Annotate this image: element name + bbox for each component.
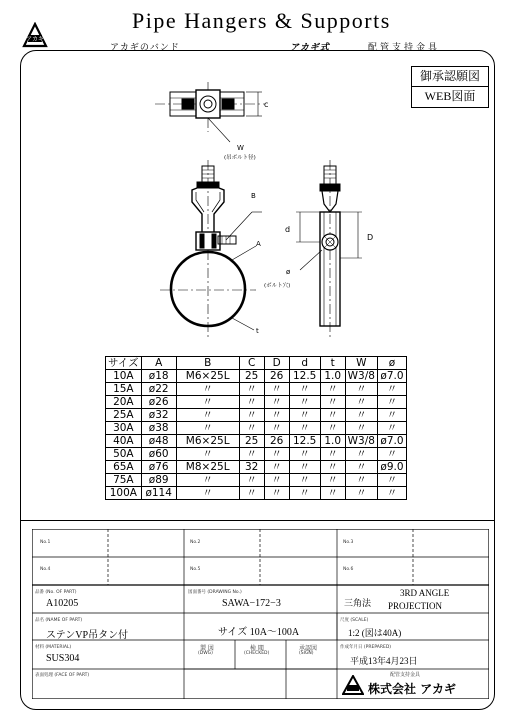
page-title: Pipe Hangers & Supports <box>132 8 391 33</box>
subtitle-left: アカギのバンド <box>110 43 180 53</box>
table-cell: 〃 <box>264 448 289 461</box>
table-cell: 〃 <box>239 409 264 422</box>
subtitle-right: 配管支持金具 <box>368 43 441 53</box>
table-cell: 〃 <box>377 487 406 500</box>
table-cell: ø89 <box>141 474 176 487</box>
spec-header-cell: サイズ <box>106 357 142 370</box>
table-cell: 20A <box>106 396 142 409</box>
checked-en: (CHECKED) <box>244 651 270 656</box>
table-cell: 〃 <box>239 422 264 435</box>
subtitle-brand: アカギ式 <box>290 43 330 53</box>
table-cell: 〃 <box>176 422 239 435</box>
table-cell: 〃 <box>264 422 289 435</box>
no4-label: No.4 <box>40 567 51 572</box>
table-cell: ø9.0 <box>377 461 406 474</box>
drawing-no-label: 図面番号 (DRAWING No.) <box>188 590 242 595</box>
table-cell: 〃 <box>345 383 377 396</box>
spec-table-body <box>106 370 407 500</box>
table-cell: 50A <box>106 448 142 461</box>
table-cell: 〃 <box>345 487 377 500</box>
table-cell: 〃 <box>377 396 406 409</box>
spec-header-cell: ø <box>377 357 406 370</box>
table-cell: 1.0 <box>320 370 345 383</box>
sign-en: (SIGN) <box>299 651 314 656</box>
checked-label: 検 閲 <box>250 645 264 652</box>
table-cell: W3/8 <box>345 435 377 448</box>
table-row <box>106 409 407 422</box>
finish-label: 表面処理 (FACE OF PART) <box>35 673 90 678</box>
no2-label: No.2 <box>190 540 201 545</box>
label-c: c <box>264 100 269 109</box>
title-block-lines <box>32 529 489 699</box>
spec-header-cell: B <box>176 357 239 370</box>
top-view <box>155 82 265 142</box>
table-row <box>106 396 407 409</box>
table-cell: 〃 <box>320 474 345 487</box>
table-cell: 25 <box>239 370 264 383</box>
table-cell: 〃 <box>320 461 345 474</box>
table-row <box>106 435 407 448</box>
table-cell: ø48 <box>141 435 176 448</box>
table-cell: ø76 <box>141 461 176 474</box>
table-cell: 〃 <box>264 409 289 422</box>
table-cell: 〃 <box>345 396 377 409</box>
material-label: 材料 (MATERIAL) <box>35 645 72 650</box>
table-cell: 〃 <box>320 409 345 422</box>
table-cell: 〃 <box>345 422 377 435</box>
projection-jp: 三角法 <box>344 598 372 608</box>
table-cell: 〃 <box>176 448 239 461</box>
table-cell: 10A <box>106 370 142 383</box>
table-cell: ø114 <box>141 487 176 500</box>
section-divider <box>20 520 495 521</box>
part-name-label: 品名 (NAME OF PART) <box>35 618 83 623</box>
table-cell: 〃 <box>320 448 345 461</box>
table-cell: 1.0 <box>320 435 345 448</box>
no1-label: No.1 <box>40 540 51 545</box>
table-cell: 〃 <box>320 396 345 409</box>
table-row <box>106 422 407 435</box>
table-cell: 65A <box>106 461 142 474</box>
spec-header-cell: d <box>289 357 320 370</box>
table-cell: 〃 <box>264 461 289 474</box>
label-d-upper: D <box>367 233 374 242</box>
table-row <box>106 448 407 461</box>
table-cell: 25 <box>239 435 264 448</box>
table-cell: 〃 <box>320 487 345 500</box>
table-cell: 〃 <box>239 448 264 461</box>
table-cell: 〃 <box>239 383 264 396</box>
table-cell: M6×25L <box>176 370 239 383</box>
spec-header-cell: D <box>264 357 289 370</box>
table-row <box>106 383 407 396</box>
dwg-en: (DWG) <box>198 651 213 656</box>
stamp-line-1: 御承認願図 <box>419 69 480 83</box>
spec-header-cell: A <box>141 357 176 370</box>
table-cell: ø7.0 <box>377 435 406 448</box>
label-b: B <box>251 192 256 200</box>
table-cell: ø26 <box>141 396 176 409</box>
table-cell: 〃 <box>377 383 406 396</box>
sign-label: 承認図 <box>299 645 318 652</box>
front-view <box>160 160 262 340</box>
part-no-label: 品番 (No. OF PART) <box>35 590 77 595</box>
company-small: 配管支持金具 <box>390 672 421 678</box>
label-phi: ø <box>286 268 291 276</box>
table-row <box>106 487 407 500</box>
date-value: 平成13年4月23日 <box>350 656 418 666</box>
label-w: W <box>237 144 244 152</box>
stamp-line-2: WEB図面 <box>412 86 488 106</box>
table-cell: ø60 <box>141 448 176 461</box>
no6-label: No.6 <box>343 567 354 572</box>
table-cell: 〃 <box>345 448 377 461</box>
drawing-no-value: SAWA−172−3 <box>222 598 281 609</box>
date-label: 作成年月日 (PREPARED) <box>340 645 392 650</box>
spec-header-cell: C <box>239 357 264 370</box>
company-logo-icon <box>342 675 364 695</box>
table-cell: 〃 <box>239 487 264 500</box>
table-cell: 〃 <box>289 448 320 461</box>
table-cell: 〃 <box>176 474 239 487</box>
label-t: t <box>256 327 259 335</box>
no3-label: No.3 <box>343 540 354 545</box>
table-cell: 〃 <box>289 474 320 487</box>
table-cell: W3/8 <box>345 370 377 383</box>
table-cell: 〃 <box>176 383 239 396</box>
table-cell: 〃 <box>289 422 320 435</box>
no5-label: No.5 <box>190 567 201 572</box>
table-cell: 〃 <box>289 383 320 396</box>
table-cell: 〃 <box>289 461 320 474</box>
table-cell: 〃 <box>345 409 377 422</box>
table-cell: 〃 <box>320 422 345 435</box>
table-cell: 26 <box>264 435 289 448</box>
table-cell: 〃 <box>239 474 264 487</box>
table-cell: 〃 <box>264 487 289 500</box>
table-cell: 30A <box>106 422 142 435</box>
spec-table <box>105 356 407 500</box>
table-cell: 〃 <box>377 409 406 422</box>
label-bolt-w: (吊ボルト径) <box>224 155 256 161</box>
part-name-value: ステンVP吊タン付 <box>46 630 129 641</box>
side-view <box>296 160 362 340</box>
table-cell: 〃 <box>176 487 239 500</box>
table-cell: 75A <box>106 474 142 487</box>
table-cell: 32 <box>239 461 264 474</box>
table-cell: 〃 <box>289 487 320 500</box>
table-cell: 25A <box>106 409 142 422</box>
table-row <box>106 370 407 383</box>
table-cell: 〃 <box>320 383 345 396</box>
dwg-label: 製 図 <box>200 645 214 652</box>
company-name: 株式会社 アカギ <box>368 682 457 696</box>
table-cell: 〃 <box>377 474 406 487</box>
table-cell: 100A <box>106 487 142 500</box>
table-cell: 〃 <box>377 448 406 461</box>
part-no-value: A10205 <box>46 598 79 609</box>
table-cell: M8×25L <box>176 461 239 474</box>
svg-text:アカギ: アカギ <box>26 36 44 43</box>
table-cell: ø18 <box>141 370 176 383</box>
table-cell: 26 <box>264 370 289 383</box>
table-cell: ø32 <box>141 409 176 422</box>
projection-en-2: PROJECTION <box>388 601 443 611</box>
table-cell: ø22 <box>141 383 176 396</box>
label-a: A <box>256 240 261 248</box>
table-cell: 〃 <box>264 474 289 487</box>
table-cell: 15A <box>106 383 142 396</box>
label-bolt-phi: (ボルト穴) <box>264 283 291 289</box>
table-cell: 40A <box>106 435 142 448</box>
table-cell: 〃 <box>264 396 289 409</box>
table-cell: 12.5 <box>289 370 320 383</box>
table-row <box>106 461 407 474</box>
material-value: SUS304 <box>46 653 80 664</box>
table-cell: ø38 <box>141 422 176 435</box>
table-cell: 〃 <box>176 409 239 422</box>
table-cell: 12.5 <box>289 435 320 448</box>
table-cell: 〃 <box>264 383 289 396</box>
table-cell: ø7.0 <box>377 370 406 383</box>
projection-en-1: 3RD ANGLE <box>400 588 450 598</box>
label-d: d <box>285 225 291 234</box>
table-cell: 〃 <box>345 474 377 487</box>
table-cell: 〃 <box>239 396 264 409</box>
spec-header-cell: t <box>320 357 345 370</box>
spec-table-header <box>106 357 407 370</box>
table-cell: 〃 <box>176 396 239 409</box>
table-row <box>106 474 407 487</box>
scale-value: 1:2 (図は40A) <box>348 628 402 638</box>
table-cell: M6×25L <box>176 435 239 448</box>
table-cell: 〃 <box>377 422 406 435</box>
table-cell: 〃 <box>289 409 320 422</box>
table-cell: 〃 <box>345 461 377 474</box>
table-cell: 〃 <box>289 396 320 409</box>
spec-header-cell: W <box>345 357 377 370</box>
size-range: サイズ 10A〜100A <box>218 627 300 638</box>
scale-label: 尺度 (SCALE) <box>340 618 369 623</box>
